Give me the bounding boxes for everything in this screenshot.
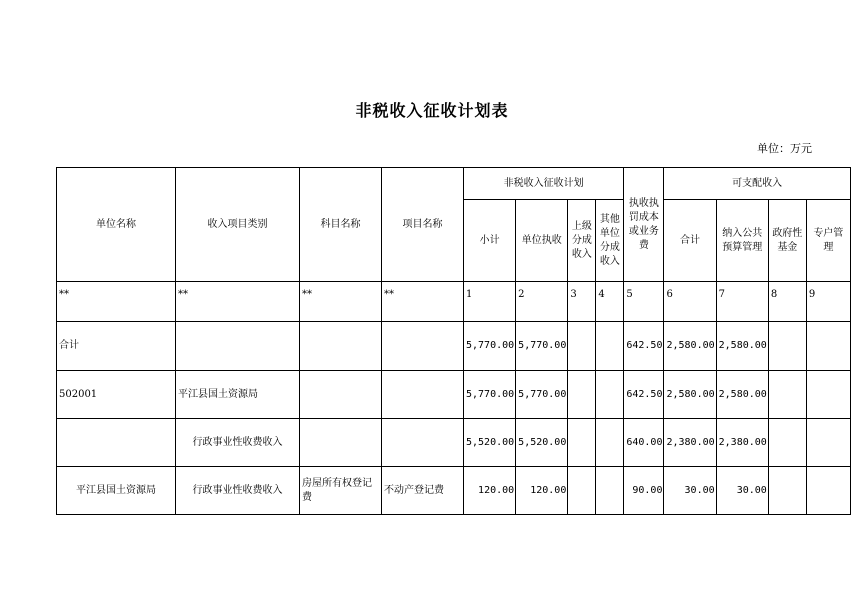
header-dispose-group: 可支配收入 bbox=[664, 168, 850, 200]
row-public-budget: 30.00 bbox=[716, 467, 768, 515]
row-total: 2,380.00 bbox=[664, 419, 716, 467]
index-cell: 5 bbox=[624, 282, 664, 322]
header-cost: 执收执罚成本或业务费 bbox=[624, 168, 664, 282]
row-gov-fund bbox=[768, 322, 806, 371]
row-category: 平江县国土资源局 bbox=[176, 371, 300, 419]
row-public-budget: 2,580.00 bbox=[716, 322, 768, 371]
table-row bbox=[57, 467, 851, 515]
row-subtotal: 5,520.00 bbox=[464, 419, 516, 467]
row-public-budget: 2,380.00 bbox=[716, 419, 768, 467]
row-category bbox=[176, 322, 300, 371]
index-cell: ** bbox=[382, 282, 464, 322]
row-other-share bbox=[596, 371, 624, 419]
row-other-share bbox=[596, 322, 624, 371]
row-gov-fund bbox=[768, 467, 806, 515]
row-unit-name bbox=[57, 419, 176, 467]
row-subject bbox=[300, 371, 382, 419]
index-cell: ** bbox=[176, 282, 300, 322]
header-subject: 科目名称 bbox=[300, 168, 382, 282]
row-total: 2,580.00 bbox=[664, 322, 716, 371]
index-cell: 8 bbox=[768, 282, 806, 322]
row-subtotal: 120.00 bbox=[464, 467, 516, 515]
row-cost: 642.50 bbox=[624, 322, 664, 371]
row-category: 行政事业性收费收入 bbox=[176, 419, 300, 467]
row-public-budget: 2,580.00 bbox=[716, 371, 768, 419]
row-total: 2,580.00 bbox=[664, 371, 716, 419]
index-cell: 9 bbox=[806, 282, 850, 322]
plan-table bbox=[56, 167, 851, 515]
header-project: 项目名称 bbox=[382, 168, 464, 282]
row-special bbox=[806, 419, 850, 467]
row-special bbox=[806, 322, 850, 371]
row-upper-share bbox=[568, 371, 596, 419]
header-upper-share: 上级分成收入 bbox=[568, 200, 596, 282]
index-cell: 3 bbox=[568, 282, 596, 322]
index-cell: ** bbox=[57, 282, 176, 322]
row-cost: 642.50 bbox=[624, 371, 664, 419]
row-project bbox=[382, 419, 464, 467]
header-row-1 bbox=[57, 168, 851, 200]
unit-label: 单位：万元 bbox=[757, 142, 812, 155]
row-upper-share bbox=[568, 419, 596, 467]
header-other-share: 其他单位分成收入 bbox=[596, 200, 624, 282]
index-cell: 1 bbox=[464, 282, 516, 322]
header-subtotal: 小计 bbox=[464, 200, 516, 282]
row-gov-fund bbox=[768, 419, 806, 467]
row-project: 不动产登记费 bbox=[382, 467, 464, 515]
page-title: 非税收入征收计划表 bbox=[355, 101, 509, 120]
row-subject: 房屋所有权登记费 bbox=[300, 467, 382, 515]
row-gov-fund bbox=[768, 371, 806, 419]
index-cell: 6 bbox=[664, 282, 716, 322]
row-upper-share bbox=[568, 322, 596, 371]
header-unit-name: 单位名称 bbox=[57, 168, 176, 282]
row-special bbox=[806, 371, 850, 419]
header-unit-collect: 单位执收 bbox=[516, 200, 568, 282]
header-special: 专户管理 bbox=[806, 200, 850, 282]
row-category: 行政事业性收费收入 bbox=[176, 467, 300, 515]
row-cost: 90.00 bbox=[624, 467, 664, 515]
header-gov-fund: 政府性基金 bbox=[768, 200, 806, 282]
row-cost: 640.00 bbox=[624, 419, 664, 467]
row-unit-name: 平江县国土资源局 bbox=[57, 467, 176, 515]
row-unit-collect: 5,520.00 bbox=[516, 419, 568, 467]
index-cell: 4 bbox=[596, 282, 624, 322]
index-cell: ** bbox=[300, 282, 382, 322]
row-unit-name: 502001 bbox=[57, 371, 176, 419]
header-category: 收入项目类别 bbox=[176, 168, 300, 282]
row-unit-collect: 120.00 bbox=[516, 467, 568, 515]
row-subtotal: 5,770.00 bbox=[464, 371, 516, 419]
row-subject bbox=[300, 322, 382, 371]
index-cell: 2 bbox=[516, 282, 568, 322]
table-row bbox=[57, 419, 851, 467]
table-row bbox=[57, 371, 851, 419]
row-other-share bbox=[596, 419, 624, 467]
row-other-share bbox=[596, 467, 624, 515]
row-project bbox=[382, 322, 464, 371]
row-project bbox=[382, 371, 464, 419]
header-plan-group: 非税收入征收计划 bbox=[464, 168, 624, 200]
index-row bbox=[57, 282, 851, 322]
table-row bbox=[57, 322, 851, 371]
row-subtotal: 5,770.00 bbox=[464, 322, 516, 371]
header-total: 合计 bbox=[664, 200, 716, 282]
row-unit-collect: 5,770.00 bbox=[516, 322, 568, 371]
row-special bbox=[806, 467, 850, 515]
index-cell: 7 bbox=[716, 282, 768, 322]
row-unit-name: 合计 bbox=[57, 322, 176, 371]
row-subject bbox=[300, 419, 382, 467]
row-upper-share bbox=[568, 467, 596, 515]
row-unit-collect: 5,770.00 bbox=[516, 371, 568, 419]
row-total: 30.00 bbox=[664, 467, 716, 515]
header-public-budget: 纳入公共预算管理 bbox=[716, 200, 768, 282]
